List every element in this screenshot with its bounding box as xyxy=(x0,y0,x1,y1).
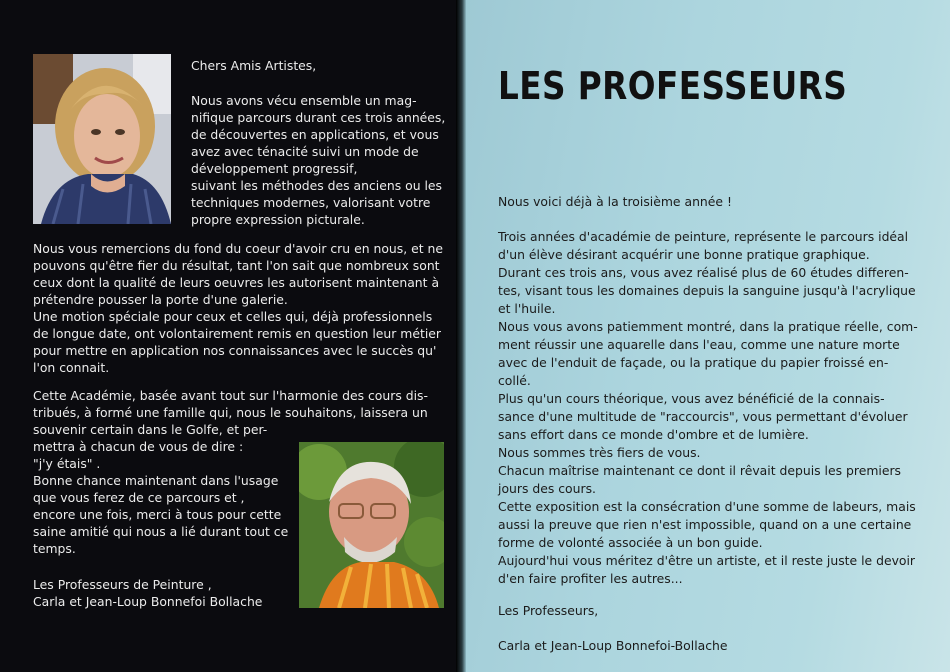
paragraph-line: saine amitié qui nous a lié durant tout ce xyxy=(33,524,289,539)
left-page xyxy=(0,0,462,672)
intro-line: techniques modernes, valorisant votre xyxy=(191,195,431,210)
paragraph-line: ceux dont la qualité de leurs oeuvres les autorisent maintenant à xyxy=(33,275,440,290)
body-line: sance d'une multitude de "raccourcis", vous permettant d'évoluer xyxy=(498,409,908,424)
body-line: Trois années d'académie de peinture, représente le parcours idéal xyxy=(498,229,909,244)
intro-line: avez avec ténacité suivi un mode de xyxy=(191,144,419,159)
intro-line: de découvertes en applications, et vous xyxy=(191,127,439,142)
closing-line: Les Professeurs, xyxy=(498,603,599,618)
body-line: Durant ces trois ans, vous avez réalisé plus de 60 études differen- xyxy=(498,265,909,280)
paragraph-line: Une motion spéciale pour ceux et celles qui, déjà professionnels xyxy=(33,309,433,324)
paragraph-line: prétendre pousser la porte d'une galerie. xyxy=(33,292,288,307)
paragraph-line: Bonne chance maintenant dans l'usage xyxy=(33,473,279,488)
page-title: LES PROFESSEURS xyxy=(498,64,848,108)
portrait-photo-jean-loup xyxy=(299,442,444,608)
paragraph-line: tribués, à formé une famille qui, nous le souhaitons, laissera un xyxy=(33,405,428,420)
body-line: forme de volonté associée à un bon guide. xyxy=(498,535,763,550)
body-line: collé. xyxy=(498,373,531,388)
paragraph-line: "j'y étais" . xyxy=(33,456,101,471)
paragraph-line: Cette Académie, basée avant tout sur l'harmonie des cours dis- xyxy=(33,388,428,403)
intro-line: suivant les méthodes des anciens ou les xyxy=(191,178,443,193)
paragraph-line: encore une fois, merci à tous pour cette xyxy=(33,507,282,522)
paragraph-line: de longue date, ont volontairement remis en question leur métier xyxy=(33,326,442,341)
paragraph-line: pour mettre en application nos connaissances avec le succès qu' xyxy=(33,343,437,358)
greeting: Chers Amis Artistes, xyxy=(191,58,317,73)
signature-line: Carla et Jean-Loup Bonnefoi Bollache xyxy=(33,594,263,609)
opening-line: Nous voici déjà à la troisième année ! xyxy=(498,194,732,209)
body-line: d'en faire profiter les autres... xyxy=(498,571,683,586)
paragraph-line: que vous ferez de ce parcours et , xyxy=(33,490,245,505)
body-line: ment réussir une aquarelle dans l'eau, comme une nature morte xyxy=(498,337,900,352)
body-line: d'un élève désirant acquérir une bonne pratique graphique. xyxy=(498,247,870,262)
body-line: Nous sommes très fiers de vous. xyxy=(498,445,701,460)
body-line: et l'huile. xyxy=(498,301,556,316)
intro-line: nifique parcours durant ces trois années, xyxy=(191,110,446,125)
intro-line: développement progressif, xyxy=(191,161,358,176)
paragraph-line: pouvons qu'être fier du résultat, tant l'on sait que nombreux sont xyxy=(33,258,440,273)
paragraph-line: temps. xyxy=(33,541,76,556)
right-page xyxy=(462,0,950,672)
body-line: Aujourd'hui vous méritez d'être un artiste, et il reste juste le devoir xyxy=(498,553,916,568)
body-line: jours des cours. xyxy=(498,481,596,496)
signature-line: Les Professeurs de Peinture , xyxy=(33,577,212,592)
body-line: Cette exposition est la consécration d'une somme de labeurs, mais xyxy=(498,499,916,514)
paragraph-line: mettra à chacun de vous de dire : xyxy=(33,439,244,454)
body-line: tes, visant tous les domaines depuis la sanguine jusqu'à l'acrylique xyxy=(498,283,916,298)
paragraph-line: souvenir certain dans le Golfe, et per- xyxy=(33,422,268,437)
signature: Carla et Jean-Loup Bonnefoi-Bollache xyxy=(498,638,728,653)
body-line: avec de l'enduit de façade, ou la pratique du papier froissé en- xyxy=(498,355,889,370)
body-line: aussi la preuve que rien n'est impossible, quand on a une certaine xyxy=(498,517,912,532)
intro-line: propre expression picturale. xyxy=(191,212,365,227)
paragraph-line: l'on connait. xyxy=(33,360,110,375)
intro-line: Nous avons vécu ensemble un mag- xyxy=(191,93,417,108)
body-line: sans effort dans ce monde d'ombre et de lumière. xyxy=(498,427,809,442)
portrait-photo-carla xyxy=(33,54,171,224)
body-line: Chacun maîtrise maintenant ce dont il rêvait depuis les premiers xyxy=(498,463,902,478)
body-line: Plus qu'un cours théorique, vous avez bénéficié de la connais- xyxy=(498,391,885,406)
body-line: Nous vous avons patiemment montré, dans la pratique réelle, com- xyxy=(498,319,918,334)
page-fold xyxy=(456,0,466,672)
paragraph-line: Nous vous remercions du fond du coeur d'avoir cru en nous, et ne xyxy=(33,241,443,256)
